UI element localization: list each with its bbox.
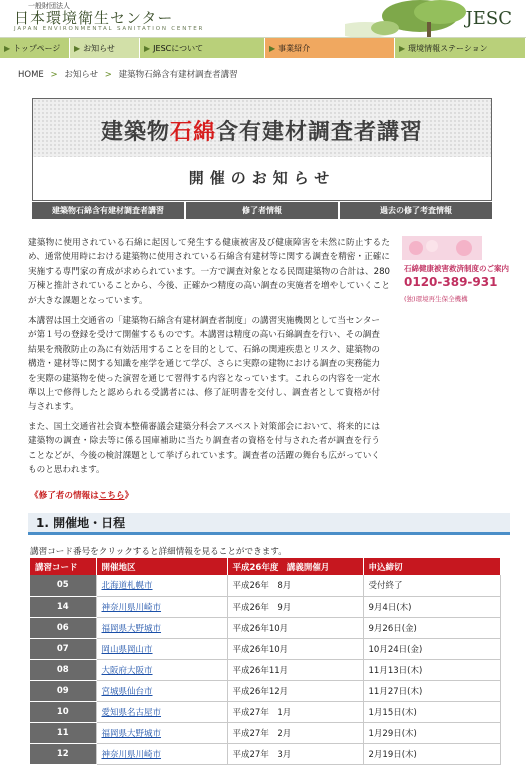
nav-label: 事業紹介 (278, 43, 311, 53)
course-code-link[interactable]: 10 (30, 701, 96, 722)
deadline: 9月26日(金) (363, 617, 500, 638)
table-row (30, 701, 500, 722)
graduate-link-suffix: 》 (124, 491, 134, 501)
brand-logo[interactable]: JESC (465, 8, 512, 29)
nav-label: トップページ (13, 43, 61, 53)
nav-item-about[interactable] (140, 38, 265, 58)
course-code-link[interactable]: 05 (30, 575, 96, 596)
graduate-link-prefix: 《修了者の情報は (30, 491, 99, 501)
course-code-link[interactable]: 06 (30, 617, 96, 638)
course-month: 平成26年10月 (227, 617, 363, 638)
site-header (0, 0, 526, 38)
area-link[interactable]: 福岡県大野城市 (96, 722, 227, 743)
deadline: 2月19日(木) (363, 743, 500, 764)
area-link[interactable]: 福岡県大野城市 (96, 617, 227, 638)
table-row (30, 575, 500, 596)
breadcrumb (18, 68, 238, 80)
course-month: 平成26年 8月 (227, 575, 363, 596)
area-link[interactable]: 神奈川県川崎市 (96, 596, 227, 617)
intro-paragraph-2: 本講習は国土交通省の「建築物石綿含有建材調査者制度」の講習実施機関として当センターが第１号の登録を受けて開催するものです。本講習は精度の高い石綿調査を行い、その調査結果を飛散防止の為に有効活用することを目的として、石綿の関連疾患とリスク、建築物の構造・建材等に関する知識を座学を通じて学び、さらに実際の建物における調査の実務能力を実際の建築物を使った演習を通じて習得する内容となっています。これらの内容を一定水準以上で修得したと認められる受講者には、修了証明書を交付し、調査者として資格が付与されます。 (28, 316, 381, 413)
ad-illustration-icon (402, 236, 482, 260)
nav-item-env-info[interactable] (395, 38, 526, 58)
schedule-section-heading (28, 513, 510, 535)
nav-label: お知らせ (83, 43, 115, 53)
tab-past-exams[interactable]: 過去の修了考査情報 (340, 202, 492, 219)
area-link[interactable]: 神奈川県川崎市 (96, 743, 227, 764)
course-month: 平成26年12月 (227, 680, 363, 701)
org-english-name: JAPAN ENVIRONMENTAL SANITATION CENTER (14, 26, 205, 32)
table-row (30, 596, 500, 617)
ad-organization: (独)環境再生保全機構 (404, 295, 468, 303)
course-month: 平成26年11月 (227, 659, 363, 680)
area-link[interactable]: 宮城県仙台市 (96, 680, 227, 701)
table-header-row (30, 558, 500, 575)
course-tabs (32, 202, 492, 219)
nav-item-top[interactable] (0, 38, 70, 58)
tab-course[interactable]: 建築物石綿含有建材調査者講習 (32, 202, 186, 219)
deadline: 9月4日(木) (363, 596, 500, 617)
nav-item-business[interactable] (265, 38, 395, 58)
deadline: 11月27日(木) (363, 680, 500, 701)
arrow-right-icon: ▶ (4, 43, 11, 53)
table-row (30, 743, 500, 764)
deadline: 1月29日(木) (363, 722, 500, 743)
deadline: 11月13日(木) (363, 659, 500, 680)
course-code-link[interactable]: 07 (30, 638, 96, 659)
arrow-right-icon: ▶ (74, 43, 81, 53)
deadline: 1月15日(木) (363, 701, 500, 722)
graduate-info-link[interactable] (30, 489, 133, 501)
nav-label: 環境情報ステーション (408, 43, 488, 53)
course-month: 平成26年 9月 (227, 596, 363, 617)
course-code-link[interactable]: 09 (30, 680, 96, 701)
banner-title-highlight: 石綿 (169, 120, 216, 145)
schedule-table (30, 558, 501, 765)
nav-item-news[interactable] (70, 38, 140, 58)
table-row (30, 722, 500, 743)
area-link[interactable]: 岡山県岡山市 (96, 638, 227, 659)
table-row (30, 617, 500, 638)
area-link[interactable]: 愛知県名古屋市 (96, 701, 227, 722)
course-month: 平成26年10月 (227, 638, 363, 659)
intro-paragraph-3: また、国土交通省社会資本整備審議会建築分科会アスベスト対策部会において、将来的には建築物の調査・除去等に係る国庫補助に当たり調査者の資格を付与された者が調査を行うことなどが、今後の検討課題として挙げられています。調査者の活躍の舞台も広がっていくものと思われます。 (28, 422, 380, 476)
main-nav (0, 38, 526, 58)
breadcrumb-separator: > (50, 70, 58, 80)
course-month: 平成27年 3月 (227, 743, 363, 764)
graduate-link-here[interactable]: こちら (98, 491, 125, 501)
course-banner (32, 98, 492, 201)
banner-title-pre: 建築物 (100, 120, 170, 145)
banner-title-post: 含有建材調査者講習 (216, 120, 424, 145)
section-title: 1. 開催地・日程 (36, 516, 126, 530)
nav-label: JESCについて (153, 43, 204, 53)
header-deadline: 申込締切 (363, 558, 500, 575)
arrow-right-icon: ▶ (399, 43, 406, 53)
course-month: 平成27年 2月 (227, 722, 363, 743)
breadcrumb-home-link[interactable]: HOME (18, 70, 44, 80)
table-row (30, 638, 500, 659)
area-link[interactable]: 大阪府大阪市 (96, 659, 227, 680)
ad-phone: 0120-389-931 (404, 275, 498, 289)
course-code-link[interactable]: 12 (30, 743, 96, 764)
course-code-link[interactable]: 11 (30, 722, 96, 743)
arrow-right-icon: ▶ (269, 43, 276, 53)
header-code: 講習コード (30, 558, 96, 575)
breadcrumb-separator: > (104, 70, 112, 80)
relief-system-ad[interactable] (402, 236, 509, 306)
table-hint: 講習コード番号をクリックすると詳細情報を見ることができます。 (30, 547, 287, 557)
table-row (30, 659, 500, 680)
ad-title: 石綿健康被害救済制度のご案内 (404, 264, 509, 273)
header-area: 開催地区 (96, 558, 227, 575)
tab-graduates[interactable]: 修了者情報 (186, 202, 340, 219)
banner-subtitle: 開催のお知らせ (188, 169, 336, 187)
course-code-link[interactable]: 08 (30, 659, 96, 680)
arrow-right-icon: ▶ (144, 43, 151, 53)
breadcrumb-current: 建築物石綿含有建材調査者講習 (118, 70, 238, 80)
breadcrumb-news-link[interactable]: お知らせ (64, 70, 99, 80)
area-link[interactable]: 北海道札幌市 (96, 575, 227, 596)
deadline: 受付終了 (363, 575, 500, 596)
table-row (30, 680, 500, 701)
header-month: 平成26年度 講義開催月 (227, 558, 363, 575)
course-code-link[interactable]: 14 (30, 596, 96, 617)
site-logo[interactable]: 日本環境衛生センター (14, 9, 174, 27)
deadline: 10月24日(金) (363, 638, 500, 659)
tree-illustration-icon (345, 0, 475, 38)
intro-paragraph-1: 建築物に使用されている石綿に起因して発生する健康被害及び健康障害を未然に防止するため、通常使用時における建築物に使用されている石綿含有建材等に関する調査を精密・正確に実施する専門家の育成が求められています。一方で調査対象となる民間建築物の合計は、280万棟と推計されていることから、今後、正確かつ精度の高い調査の実施者を増やしていくことが大きな課題となっています。 (28, 238, 390, 306)
org-type-label: 一般財団法人 (28, 2, 70, 10)
course-month: 平成27年 1月 (227, 701, 363, 722)
banner-title (33, 115, 491, 146)
